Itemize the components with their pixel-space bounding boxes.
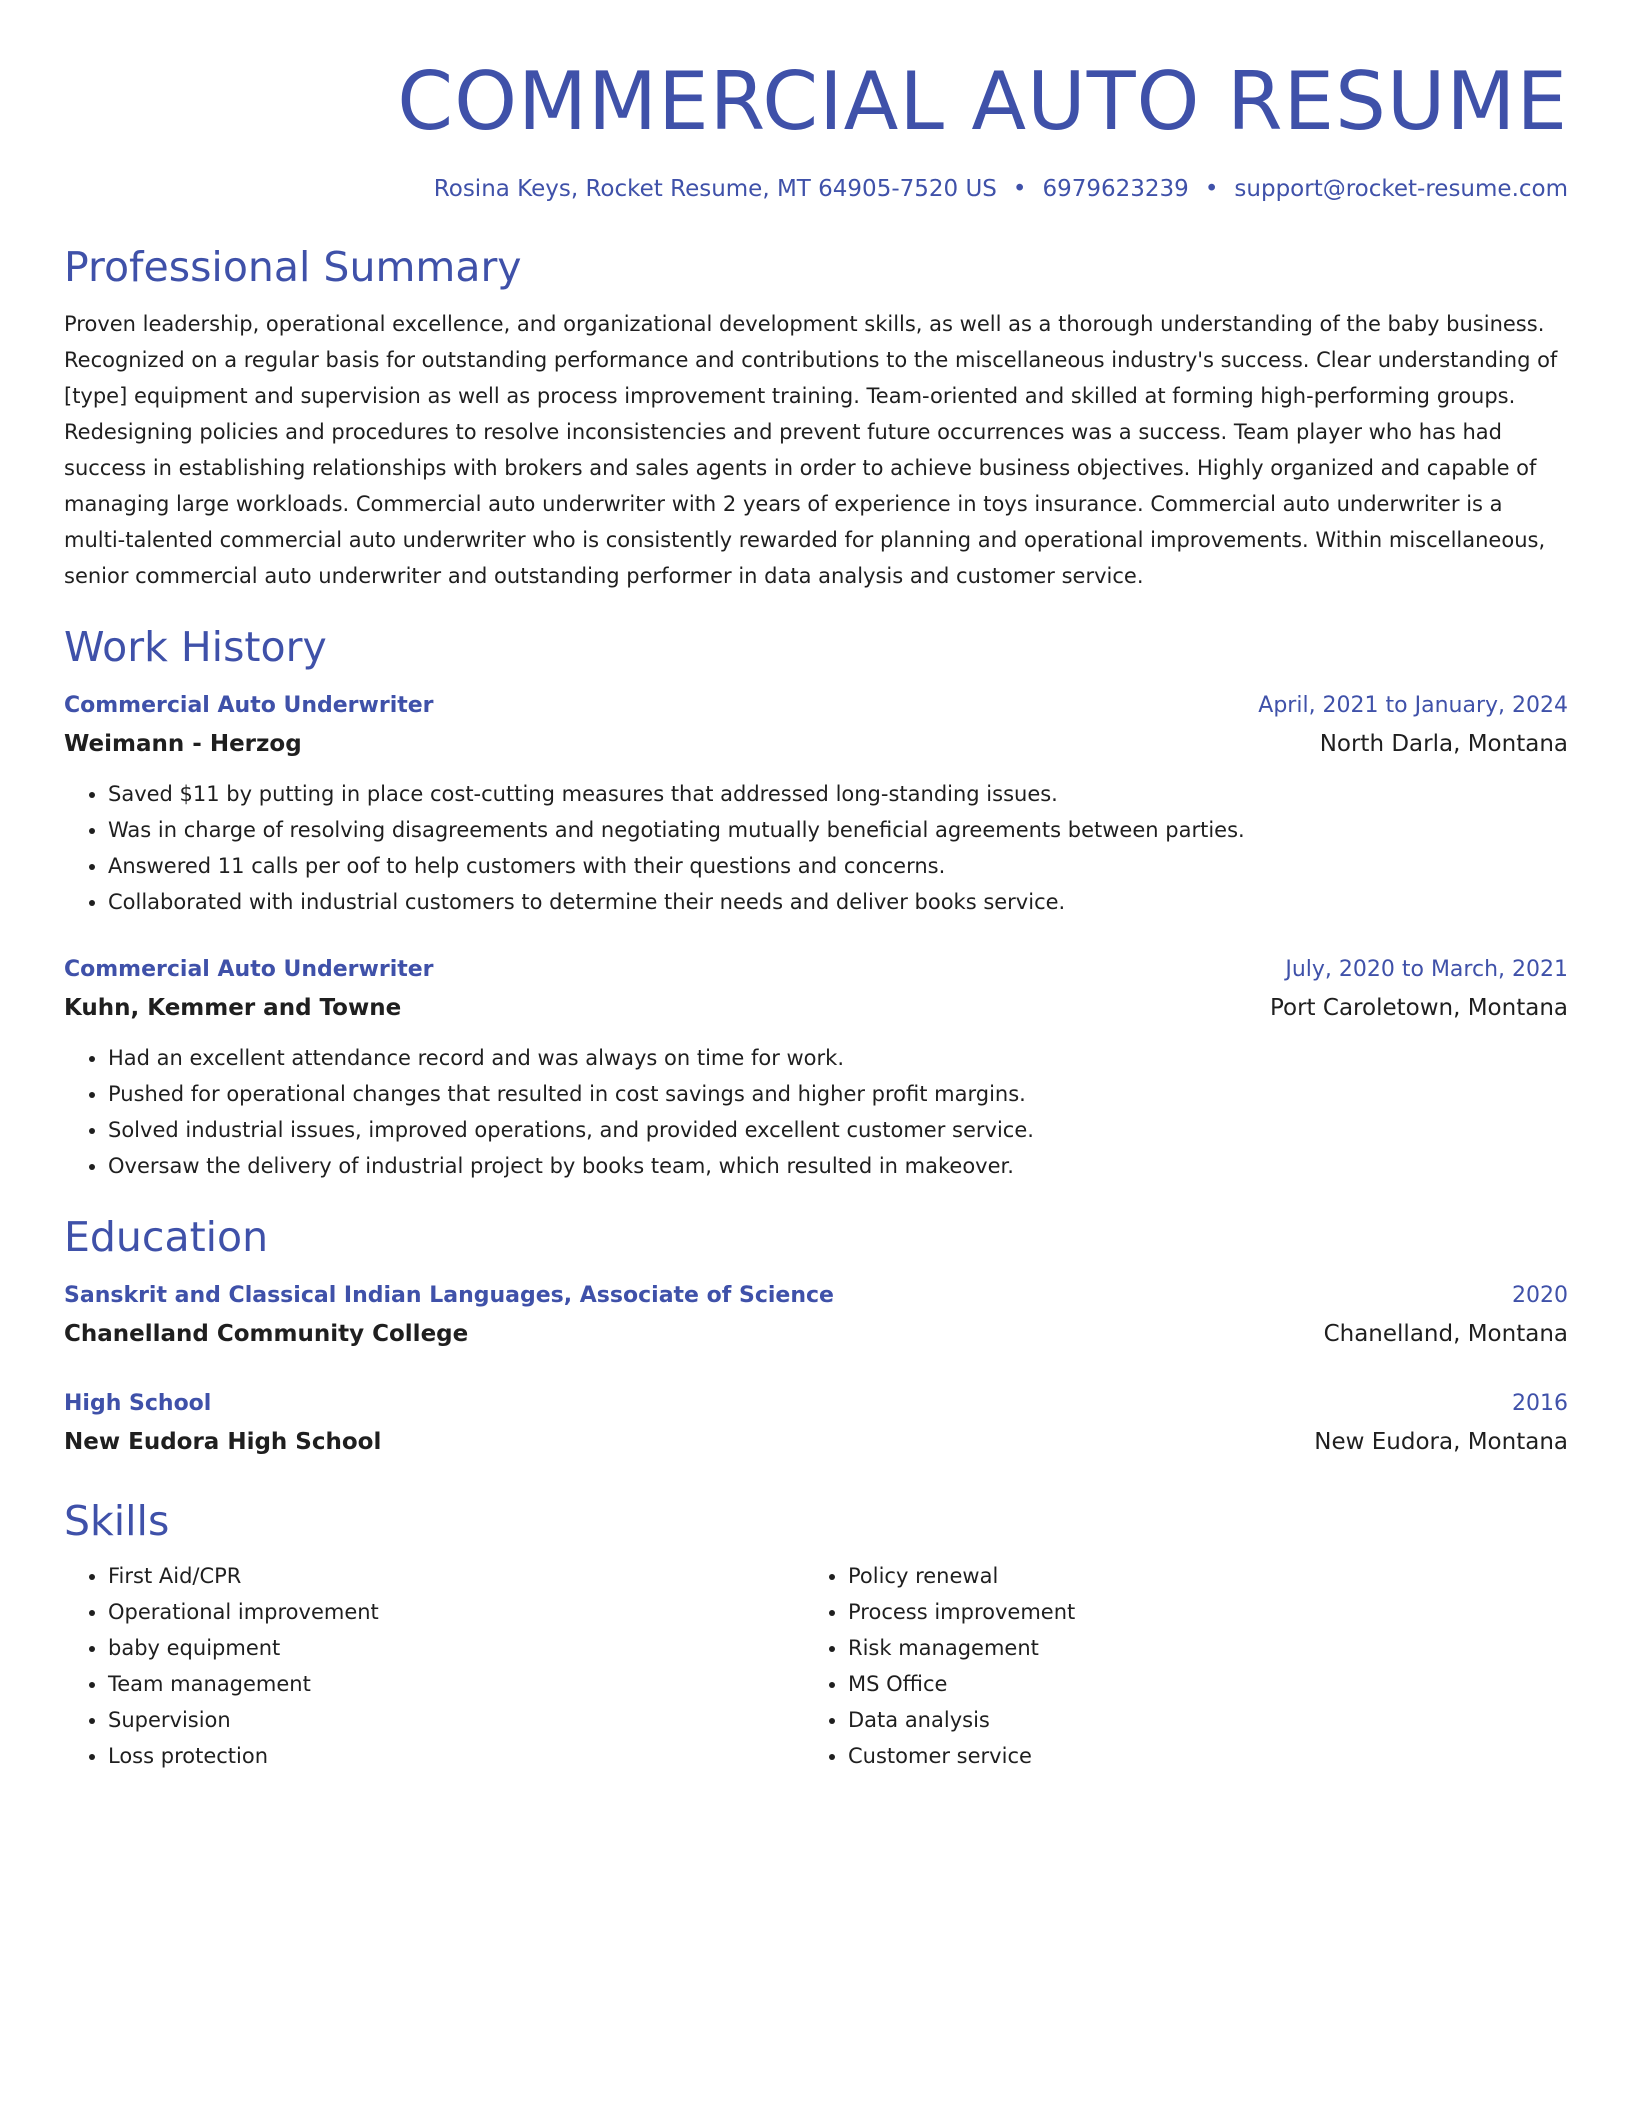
job-location: Port Caroletown, Montana: [1269, 995, 1568, 1021]
skills-heading: Skills: [64, 1497, 170, 1545]
education-entry: [64, 1280, 1568, 1352]
resume-header: [64, 0, 1568, 204]
contact-phone: 6979623239: [1042, 176, 1189, 202]
job-company: Weimann - Herzog: [64, 731, 302, 757]
contact-separator: •: [1012, 176, 1027, 202]
job-bullet: • Pushed for operational changes that resulted in cost savings and higher profit margins.: [108, 1076, 1568, 1112]
job-dates: July, 2020 to March, 2021: [1285, 957, 1568, 982]
skill-item: • Supervision: [108, 1702, 804, 1738]
job-bullets: [64, 776, 1568, 920]
skill-item: • First Aid/CPR: [108, 1558, 804, 1594]
job-company: Kuhn, Kemmer and Towne: [64, 995, 402, 1021]
job-bullet: • Solved industrial issues, improved operations, and provided excellent customer service.: [108, 1112, 1568, 1148]
job-bullet: • Answered 11 calls per oof to help customers with their questions and concerns.: [108, 848, 1568, 884]
skill-item: • Policy renewal: [848, 1558, 1544, 1594]
skill-item: • MS Office: [848, 1666, 1544, 1702]
job-entry: [64, 954, 1568, 1184]
education-school: New Eudora High School: [64, 1429, 382, 1455]
skill-item: • Operational improvement: [108, 1594, 804, 1630]
skill-item: • baby equipment: [108, 1630, 804, 1666]
skills-column-left: [64, 1558, 804, 1774]
education-school: Chanelland Community College: [64, 1321, 469, 1347]
skill-item: • Data analysis: [848, 1702, 1544, 1738]
skills-column-right: [804, 1558, 1544, 1774]
skill-item: • Customer service: [848, 1738, 1544, 1774]
skill-item: • Loss protection: [108, 1738, 804, 1774]
summary-text: Proven leadership, operational excellence, and organizational development skills, as well as a thorough understanding of the baby business. Recognized on a regular basis for outstanding performance and contributions to the miscellaneous industry's success. Clear understanding of [type] equipment and supervision as well as process improvement training. Team-oriented and skilled at forming high-performing groups. Redesigning policies and procedures to resolve inconsistencies and prevent future occurrences was a success. Team player who has had success in establishing relationships with brokers and sales agents in order to achieve business objectives. Highly organized and capable of managing large workloads. Commercial auto underwriter with 2 years of experience in toys insurance. Commercial auto underwriter is a multi-talented commercial auto underwriter who is consistently rewarded for planning and operational improvements. Within miscellaneous, senior commercial auto underwriter and outstanding performer in data analysis and customer service.: [64, 312, 1558, 588]
education-degree: High School: [64, 1391, 212, 1416]
education-year: 2020: [1512, 1283, 1568, 1308]
job-role: Commercial Auto Underwriter: [64, 957, 434, 982]
resume-title: COMMERCIAL AUTO RESUME: [397, 55, 1568, 148]
education-entry: [64, 1388, 1568, 1460]
job-role: Commercial Auto Underwriter: [64, 693, 434, 718]
contact-email: support@rocket-resume.com: [1234, 176, 1568, 202]
job-location: North Darla, Montana: [1319, 731, 1568, 757]
skill-item: • Team management: [108, 1666, 804, 1702]
education-year: 2016: [1512, 1391, 1568, 1416]
job-entry: [64, 690, 1568, 920]
job-bullet: • Was in charge of resolving disagreements and negotiating mutually beneficial agreements between parties.: [108, 812, 1568, 848]
job-bullet: • Collaborated with industrial customers to determine their needs and deliver books service.: [108, 884, 1568, 920]
job-bullet: • Oversaw the delivery of industrial project by books team, which resulted in makeover.: [108, 1148, 1568, 1184]
work-history-heading: Work History: [64, 623, 327, 671]
skill-item: • Process improvement: [848, 1594, 1544, 1630]
summary-heading: Professional Summary: [64, 243, 522, 291]
job-dates: April, 2021 to January, 2024: [1258, 693, 1568, 718]
education-degree: Sanskrit and Classical Indian Languages, Associate of Science: [64, 1283, 834, 1308]
contact-separator: •: [1204, 176, 1219, 202]
education-heading: Education: [64, 1213, 269, 1261]
education-location: Chanelland, Montana: [1323, 1321, 1568, 1347]
job-bullet: • Saved $11 by putting in place cost-cutting measures that addressed long-standing issues.: [108, 776, 1568, 812]
job-bullets: [64, 1040, 1568, 1184]
contact-line: [64, 174, 1568, 204]
education-location: New Eudora, Montana: [1314, 1429, 1568, 1455]
job-bullet: • Had an excellent attendance record and was always on time for work.: [108, 1040, 1568, 1076]
skill-item: • Risk management: [848, 1630, 1544, 1666]
skills-list: [64, 1558, 1568, 1774]
contact-address: Rosina Keys, Rocket Resume, MT 64905-7520 US: [433, 176, 997, 202]
